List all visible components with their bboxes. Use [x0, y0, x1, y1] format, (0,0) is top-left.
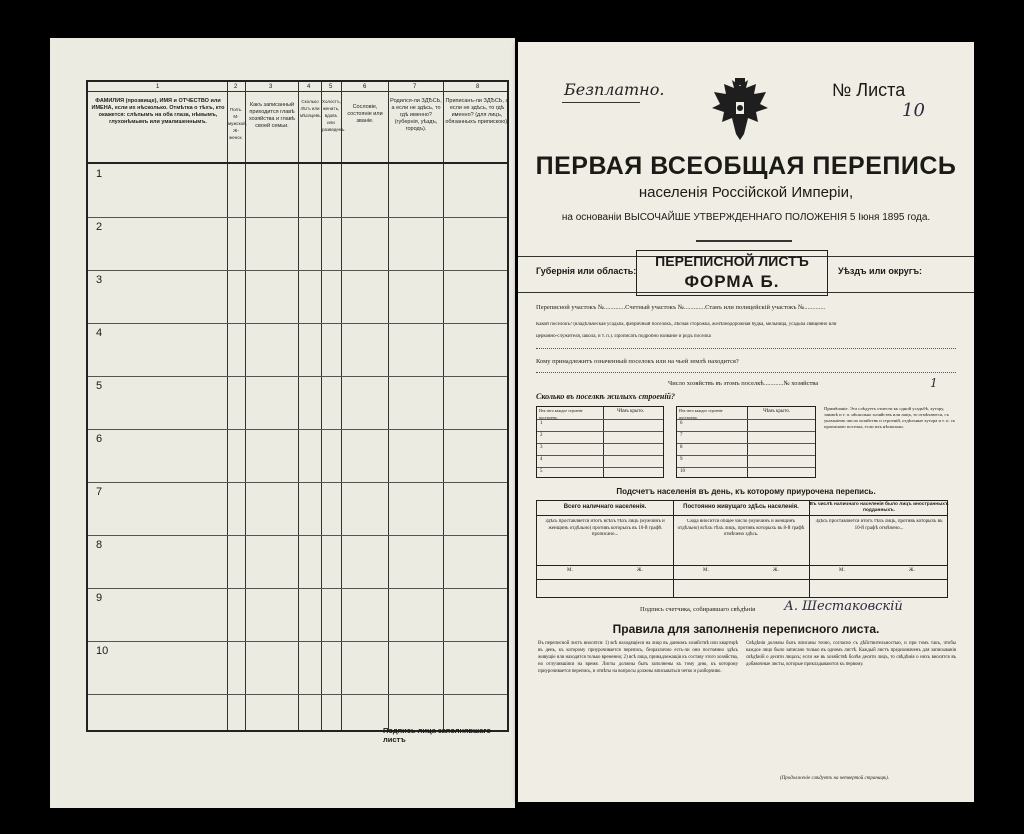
settlement-line: Какой поселокъ? (владѣльческая усадьба, фабричный поселокъ, лѣсная сторожка, желѣзнодорожная будка, мельница, усадьба священно или: [536, 322, 837, 327]
buildings-table-left: [536, 406, 664, 478]
building-row: 5: [540, 469, 543, 474]
male-label: М.: [567, 568, 573, 573]
form-b-label: ФОРМА Б.: [684, 272, 780, 291]
buildings-note: Примѣчаніе. Эта слѣдуетъ отнести къ одной усадьбѣ, хутору, заимкѣ и т. п. нѣсколько хозяйствъ или лицъ, то отмѣчаются, съ указаніемъ числа хозяйствъ и строеній, отдѣльные хутора и т. п. съ пропискою поселка, если ихъ нѣсколько.: [824, 406, 956, 429]
census-basis: на основаніи ВЫСОЧАЙШЕ УТВЕРЖДЕННАГО ПОЛОЖЕНІЯ 5 Іюня 1895 года.: [561, 212, 931, 223]
count-text-total: Здѣсь проставляется итогъ всѣхъ тѣхъ лицъ (мужчинъ и женщинъ отдѣльно) противъ которыхъ въ 10-й графѣ прописано...: [545, 519, 665, 537]
col3-header: Какъ записанный приходится главѣ хозяйства и главѣ своей семьи.: [248, 102, 296, 129]
rules-left-column: Въ переписной листъ вносятся: 1) всѣ находящіеся на лицо въ данномъ хозяйствѣ или квартирѣ въ день, къ которому приурочивается перепись, безразлично есть-ли они постоянно здѣсь живущіе или находятся только временно; 2) всѣ лица, принадлежащія къ составу этого хозяйства, но отлучившіяся на время. Листы должны быть заполнены къ тому дню, къ которому приурочивается перепись, и отвѣты на вопросы должны вписываться четко и разборчиво.: [538, 641, 738, 674]
row-number: 9: [96, 592, 103, 604]
buildings-label: Сколько въ поселкѣ жилыхъ строеній?: [536, 392, 675, 401]
sheet-number-label: № Листа: [832, 80, 906, 100]
building-row: 1: [540, 421, 543, 426]
building-row: 4: [540, 457, 543, 462]
signature-label: Подпись лица заполнявшаго листъ: [383, 726, 492, 744]
land-owner-line: Кому принадлежитъ означенный поселокъ или на чьей землѣ находится?: [536, 358, 739, 365]
row-number: 4: [96, 327, 103, 339]
counter-signature: А. Шестаковскій: [784, 599, 903, 614]
col-number-5: 5: [329, 84, 333, 90]
right-page: [518, 42, 974, 802]
imperial-eagle-icon: [710, 76, 770, 144]
female-label: Ж.: [637, 568, 643, 573]
row-number: 1: [96, 168, 103, 180]
col4-header: Сколько лѣтъ или мѣсяцевъ: [300, 99, 321, 118]
rules-continued: (Продолженіе слѣдуетъ на четвертой страницѣ).: [780, 776, 890, 781]
row-number: 8: [96, 539, 103, 551]
buildings-col-material: Изъ чего каждое строеніе построено.: [679, 408, 723, 420]
count-col-foreign: Въ числѣ наличнаго населенія было лицъ иностранныхъ подданныхъ.: [809, 502, 949, 513]
building-row: 2: [540, 433, 543, 438]
building-row: 6: [680, 421, 683, 426]
count-text-permanent: Сюда вносится общее число (мужчинъ и женщинъ отдѣльно) всѣхъ тѣхъ лицъ, противъ которыхъ въ 8-й графѣ отмѣчено здѣсь.: [677, 519, 805, 537]
building-row: 10: [680, 469, 685, 474]
census-title: ПЕРВАЯ ВСЕОБЩАЯ ПЕРЕПИСЬ: [535, 152, 957, 180]
counter-signature-label: Подпись счетчика, собиравшаго свѣдѣнія: [640, 606, 756, 613]
building-row: 3: [540, 445, 543, 450]
rules-title: Правила для заполненія переписного листа.: [612, 622, 880, 636]
row-number: 3: [96, 274, 103, 286]
col6-header: Сословіе, состояніе или званіе.: [347, 104, 383, 124]
row-number: 6: [96, 433, 103, 445]
female-label: Ж.: [773, 568, 779, 573]
census-table: [86, 80, 509, 732]
sheet-number-value: 10: [902, 100, 925, 121]
col8-header: Приписанъ-ли ЗДѢСЬ, а если не здѣсь, то гдѣ именно? (для лицъ, обязанныхъ припискою).: [445, 98, 509, 125]
household-number: 1: [930, 376, 938, 390]
buildings-col-roof: Чѣмъ крыто.: [763, 409, 791, 414]
col-number-1: 1: [156, 84, 160, 90]
col1-header: ФАМИЛИЯ (прозвище), ИМЯ и ОТЧЕСТВО или ИМЕНА, если их нѣсколько. Отмѣтка о тѣхъ, кто окажется: слѣпымъ на оба глаза, нѣмымъ, глухонѣмымъ или умалишеннымъ.: [91, 98, 225, 125]
count-col-total: Всего наличнаго населенія.: [563, 504, 647, 510]
row-number: 10: [96, 645, 109, 657]
col-number-7: 7: [413, 84, 417, 90]
buildings-table-right: [676, 406, 816, 478]
row-number: 7: [96, 486, 103, 498]
rules-right-column: Свѣдѣнія должны быть вписаны точно, согласно съ дѣйствительностью, и при томъ такъ, чтобы каждое лицо было записано только въ одномъ листѣ. Каждый листъ предназначенъ для записыванія свѣдѣній о десяти лицахъ; если же въ хозяйствѣ болѣе десяти лицъ, то свѣдѣнія о нихъ вносятся въ добавочные листы, которые прикладываются къ первому.: [746, 641, 956, 667]
building-row: 7: [680, 433, 683, 438]
province-label: Губернія или область:: [536, 266, 637, 276]
left-page: [50, 38, 515, 808]
col-number-4: 4: [307, 84, 311, 90]
buildings-col-roof: Чѣмъ крыто.: [617, 409, 645, 414]
count-title: Подсчетъ населенія въ день, къ которому приурочена перепись.: [616, 487, 876, 496]
building-row: 8: [680, 445, 683, 450]
settlement-line-2: церковно-служителя, школа, и т. п.). Прописать подробно названіе и родъ поселка: [536, 334, 711, 339]
col2-header: Полъ. М-мужской, Ж-женск.: [228, 107, 247, 140]
row-number: 5: [96, 380, 103, 392]
households-line: Число хозяйствъ въ этомъ поселкѣ............№ хозяйства: [668, 380, 819, 387]
col-number-8: 8: [476, 84, 480, 90]
population-count-table: [536, 500, 948, 598]
form-title: ПЕРЕПИСНОЙ ЛИСТЪ: [655, 253, 809, 269]
col7-header: Родился-ли ЗДѢСЬ, а если не здѣсь, то гдѣ именно? (губернія, уѣздъ, городъ).: [390, 98, 442, 132]
female-label: Ж.: [909, 568, 915, 573]
male-label: М.: [703, 568, 709, 573]
count-text-foreign: Здѣсь проставляется итогъ тѣхъ лицъ, противъ которыхъ въ 10-й графѣ отмѣчено...: [815, 519, 943, 531]
male-label: М.: [839, 568, 845, 573]
count-col-permanent: Постоянно живущаго здѣсь населенія.: [683, 504, 799, 510]
col5-header: Холостъ, женатъ, вдовъ или разведенъ.: [322, 99, 346, 132]
col-number-3: 3: [269, 84, 273, 90]
building-row: 9: [680, 457, 683, 462]
precinct-line: Переписной участокъ №.............Счетный участокъ №.............Станъ или полицейскій участокъ №.............: [536, 304, 826, 311]
census-subtitle: населенія Россійской Имперіи,: [638, 184, 854, 201]
district-label: Уѣздъ или округъ:: [838, 266, 923, 276]
col-number-2: 2: [234, 84, 238, 90]
col-number-6: 6: [363, 84, 367, 90]
free-label: Безплатно.: [564, 80, 665, 99]
row-number: 2: [96, 221, 103, 233]
buildings-col-material: Изъ чего каждое строеніе построено.: [539, 408, 583, 420]
